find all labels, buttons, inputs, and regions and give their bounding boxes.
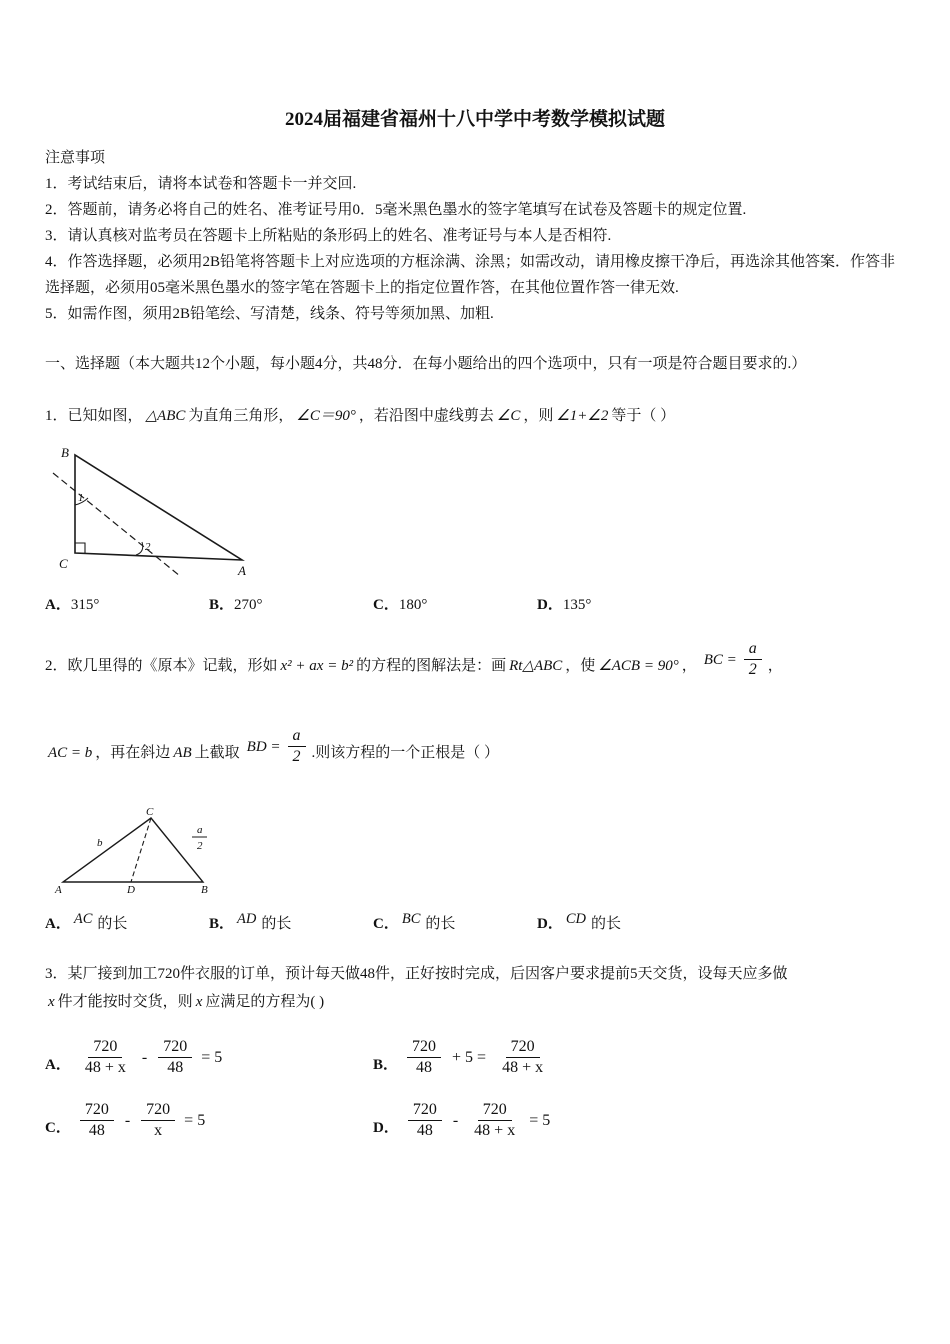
question-2-options (45, 912, 905, 933)
fraction-numerator: a (197, 824, 203, 836)
text-run: 的方程的图解法是：画 (356, 657, 507, 674)
notice-item-5: 5．如需作图，须用2B铅笔绘、写清楚，线条、符号等须加黑、加粗. (45, 306, 494, 322)
fraction-numerator: 720 (80, 1100, 114, 1121)
fraction-numerator: 720 (88, 1037, 122, 1058)
page-title: 2024届福建省福州十八中学中考数学模拟试题 (284, 109, 665, 130)
math-angle-acb-90: ∠ACB = 90° (598, 657, 679, 674)
notice-heading: 注意事项 (45, 150, 106, 166)
text-run: 2．欧几里得的《原本》记载，形如 (45, 657, 278, 674)
angle-label-2: 2 (145, 541, 151, 553)
text-run: ， (681, 657, 697, 674)
option-value: 的长 (261, 916, 292, 932)
text-run: 1．已知如图， (45, 408, 143, 424)
option-c (373, 593, 537, 614)
fraction-denominator: 48 + x (474, 1122, 516, 1139)
math-x: x (48, 994, 55, 1010)
angle-label-1: 1 (78, 492, 84, 504)
fraction (497, 1037, 548, 1078)
option-c (373, 912, 537, 933)
vertex-label-a: A (238, 563, 246, 578)
fraction (408, 1100, 442, 1141)
vertex-label-b: B (201, 884, 208, 896)
fraction (407, 1037, 441, 1078)
option-label: D． (537, 916, 563, 932)
option-value: 315° (70, 597, 100, 613)
fraction-a-over-2 (744, 639, 762, 680)
fraction-denominator: 48 (416, 1122, 433, 1139)
notice-item-2: 2．答题前，请务必将自己的姓名、准考证号用0．5毫米黑色墨水的签字笔填写在试卷及答题卡的规定位置. (45, 202, 747, 218)
fraction-denominator: 2 (748, 661, 757, 678)
question-2-text-line1 (45, 640, 905, 687)
fraction-numerator: 720 (141, 1100, 175, 1121)
fraction-denominator: 48 + x (502, 1059, 544, 1076)
option-d (537, 593, 591, 614)
operator: + 5 = (452, 1048, 487, 1066)
math-angle-c-90: ∠C＝90° (296, 408, 356, 424)
question-1-figure (45, 443, 260, 583)
question-2-text-line2 (45, 727, 905, 774)
fraction-numerator: 720 (478, 1100, 512, 1121)
math-bd-equals-a-over-2 (244, 726, 308, 767)
equation-tail: = 5 (529, 1111, 551, 1129)
text-run: 为直角三角形， (188, 408, 294, 424)
option-b (209, 912, 373, 933)
vertex-label-a: A (55, 884, 62, 896)
option-a (45, 912, 209, 933)
math-segment: CD (565, 911, 586, 927)
angle-2-arc (136, 542, 143, 555)
math-bd-equals: BD = (246, 738, 281, 755)
math-rt-triangle-abc: Rt△ABC (509, 657, 563, 674)
vertex-label-c: C (146, 806, 154, 818)
option-label: C． (373, 597, 399, 613)
math-segment: AC (73, 911, 93, 927)
equation-tail: = 5 (184, 1111, 206, 1129)
option-value: 的长 (591, 916, 622, 932)
math-triangle-abc: △ABC (145, 408, 186, 424)
fraction (80, 1100, 114, 1141)
option-value: 270° (234, 597, 263, 613)
option-label: C． (373, 916, 399, 932)
notice-item-1: 1．考试结束后，请将本试卷和答题卡一并交回. (45, 176, 357, 192)
text-run: ，则 (523, 408, 554, 424)
fraction-numerator: a (744, 639, 762, 660)
text-run: ，再在斜边 (95, 744, 171, 761)
option-c (45, 1100, 373, 1141)
vertex-label-d: D (127, 884, 135, 896)
fraction-numerator: a (288, 726, 306, 747)
option-b (209, 593, 373, 614)
fraction (158, 1037, 192, 1078)
vertex-label-c: C (59, 556, 68, 571)
vertex-label-b: B (61, 445, 69, 460)
math-ac-equals-b: AC = b (48, 744, 93, 761)
fraction-denominator: 48 (416, 1059, 433, 1076)
fraction (80, 1037, 131, 1078)
option-a (45, 593, 209, 614)
option-label: A． (45, 1057, 71, 1073)
fraction (141, 1100, 175, 1141)
math-x: x (195, 994, 203, 1010)
text-run: ， (767, 657, 783, 674)
option-label: A． (45, 916, 71, 932)
question-3 (45, 961, 905, 1141)
question-3-options-row-1 (45, 1037, 905, 1078)
question-3-text-line1: 3．某厂接到加工720件衣服的订单，预计每天做48件，正好按时完成，后因客户要求提前5天交货，设每天应多做 (45, 966, 788, 982)
fraction-numerator: 720 (408, 1100, 442, 1121)
text-run: .则该方程的一个正根是（ ） (311, 744, 500, 761)
option-value: 180° (398, 597, 428, 613)
fraction-numerator: 720 (158, 1037, 192, 1058)
fraction-numerator: 720 (407, 1037, 441, 1058)
dashed-cd-line (131, 818, 151, 882)
fraction (469, 1100, 520, 1141)
option-d (537, 912, 621, 933)
equation-tail: = 5 (201, 1048, 223, 1066)
question-2-figure (53, 804, 228, 898)
math-segment: BC (401, 911, 421, 927)
option-value: 的长 (425, 916, 456, 932)
math-segment: AD (237, 911, 257, 927)
math-ab: AB (173, 744, 192, 761)
text-run: 件才能按时交货，则 (57, 994, 193, 1010)
question-2 (45, 640, 905, 933)
operator: - (141, 1048, 148, 1066)
fraction-numerator: 720 (506, 1037, 540, 1058)
fraction-denominator: 48 (88, 1122, 105, 1139)
side-label-a-over-2 (192, 824, 207, 852)
triangle-outline (75, 455, 242, 560)
fraction-denominator: 48 (167, 1059, 184, 1076)
text-run: 应满足的方程为( ) (205, 994, 325, 1010)
section-heading-choice-questions: 一、选择题（本大题共12个小题，每小题4分，共48分．在每小题给出的四个选项中，只有一项是符合题目要求的.） (45, 356, 807, 372)
question-1-text (45, 403, 905, 429)
notice-section (45, 145, 905, 327)
math-quadratic-equation: x² + ax = b² (280, 657, 354, 674)
option-label: D． (537, 597, 563, 613)
question-3-options-row-2 (45, 1100, 905, 1141)
option-value: 的长 (97, 916, 128, 932)
math-angle-1-plus-2: ∠1+∠2 (556, 408, 609, 424)
text-run: 上截取 (194, 744, 240, 761)
math-bc-equals-a-over-2 (701, 639, 764, 680)
option-d (373, 1100, 550, 1141)
question-1 (45, 403, 905, 614)
option-value: 135° (562, 597, 592, 613)
fraction-denominator: 2 (292, 748, 301, 765)
question-3-text-line2 (45, 989, 905, 1015)
operator: - (452, 1111, 459, 1129)
side-label-b: b (97, 837, 103, 849)
triangle-outline (63, 818, 203, 882)
fraction-denominator: 48 + x (84, 1059, 126, 1076)
fraction-a-over-2 (288, 726, 306, 767)
text-run: ，若沿图中虚线剪去 (358, 408, 494, 424)
option-b (373, 1037, 557, 1078)
option-label: B． (209, 597, 235, 613)
notice-item-3: 3．请认真核对监考员在答题卡上所粘贴的条形码上的姓名、准考证号与本人是否相符. (45, 228, 612, 244)
right-angle-marker (75, 543, 85, 553)
option-label: D． (373, 1120, 399, 1136)
option-label: B． (373, 1057, 399, 1073)
math-angle-c: ∠C (496, 408, 521, 424)
fraction-denominator: x (154, 1122, 163, 1139)
option-label: C． (45, 1120, 71, 1136)
option-label: A． (45, 597, 71, 613)
operator: - (124, 1111, 131, 1129)
dashed-cut-line (53, 473, 180, 576)
option-a (45, 1037, 373, 1078)
text-run: ，使 (565, 657, 596, 674)
fraction-denominator: 2 (197, 840, 203, 852)
notice-item-4: 4．作答选择题，必须用2B铅笔将答题卡上对应选项的方框涂满、涂黑；如需改动，请用橡皮擦干净后，再选涂其他答案．作答非选择题，必须用05毫米黑色墨水的签字笔在答题卡上的指定位置作答，在其他位置作答一律无效. (45, 254, 896, 296)
math-bc-equals: BC = (703, 651, 737, 668)
option-label: B． (209, 916, 235, 932)
text-run: 等于（ ） (611, 408, 676, 424)
question-1-options (45, 593, 905, 614)
